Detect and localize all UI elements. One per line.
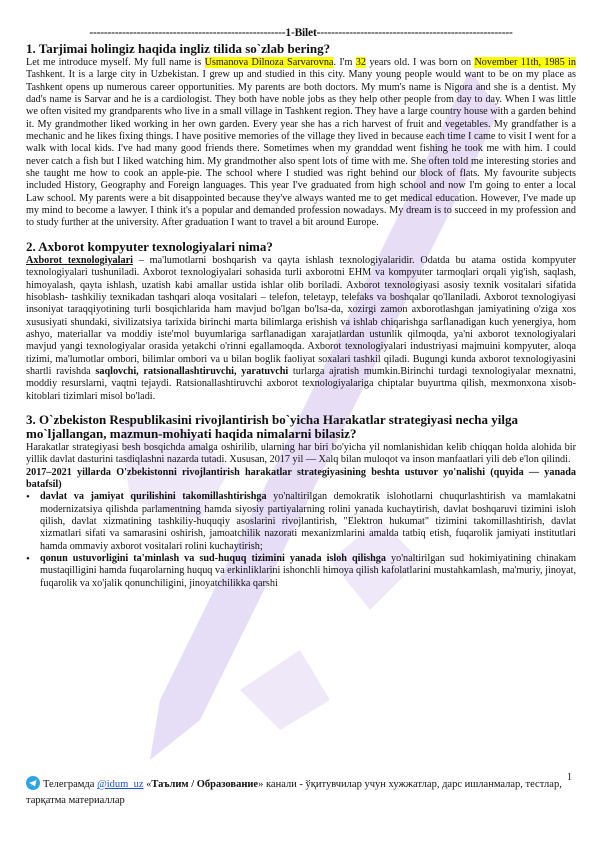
question-1-answer (26, 57, 576, 230)
bullet-bold: qonun ustuvorligini ta'minlash va sud-huquq tizimini yanada isloh qilishga (40, 553, 386, 565)
question-3-title: 3. O`zbekiston Respublikasini rivojlantirish bo`yicha Harakatlar strategiyasi necha yilga mo`ljallangan, mazmun-mohiyati haqida nimalarni bilasiz? (26, 411, 518, 441)
bullet-icon: • (26, 491, 30, 504)
list-item (26, 553, 576, 590)
text: yo'naltirilgan demokratik islohotlarni chuqurlashtirish va mamlakatni modernizatsiya qilishda parlamentning hamda siyosiy partiyalarning rolini yanada kuchaytirish, davlat boshqaruvi tizimini isloh qilish, davlat xizmatining tashkiliy-huquqiy asoslarini rivojlantirish, "Elektron hukumat" tizimini takomillashtirish, davlat xizmatlari sifati va samarasini oshirish, jamoatchilik nazorati mexanizmlarini amalda tatbiq etish, fuqarolik jamiyati institutlari hamda ommaviy axborot vositalari rolini kuchaytirish; (40, 491, 576, 552)
telegram-icon (26, 776, 40, 794)
text: « (143, 779, 152, 790)
question-2-answer (26, 255, 576, 403)
highlight-name: Usmanova Dilnoza Sarvarovna (204, 57, 334, 68)
bullet-bold: davlat va jamiyat qurilishini takomillashtirishga (40, 491, 267, 503)
question-2-title: 2. Axborot kompyuter texnologiyalari nima? (26, 238, 273, 254)
text: – ma'lumotlarni boshqarish va qayta ishlash texnologiyalaridir. Odatda bu atama ostida kompyuter texnologiyalari tushuniladi. Axborot texnologiyalari sohasida turli axborotni EHM va kompyuter tarmoqlari orqali yig'ish, saqlash, himoyalash, qayta ishlash, uzatish kabi amallar ustida ishlar olib boriladi. Axborot texnologiyasi asosiy texnik vositalari sifatida hisoblash- tashkiliy texnikadan tashqari aloqa vositalari – telefon, teletayp, telefaks va boshqalar qo'llaniladi. Axborot texnologiyasi insoniyat taraqqiyotining turli bosqichlarida ham mavjud bo'lgan bo'lsa-da, xozirgi zamon axborotlashgan jamiyatining o'ziga xos xususiyati shundaki, sivilizatsiya tarixida birinchi marta bilimlarga erishish va ishlab chiqarishga sarflanadigan kuch yenergiya, hom ashyo, materiallar va moddiy iste'mol buyumlariga sarflanadigan xarajatlardan ustunlik qilmoqda, ya'ni axborot texnologiyalari mavjud yangi texnologiyalar orasida yetakchi o'rinni egallamoqda. Axborot texnologiyalari industriyasi majmuini kompyuter, aloqa tizimi, ma'lumotlar ombori, bilimlar ombori va u bilan boglik faoliyat soxalari tashkil qiladi. Bugungi kunda axborot texnologiyasini shartli ravishda (26, 254, 576, 377)
text: Телеграмда (43, 779, 98, 790)
channel-name: Таълим / Образование (151, 779, 259, 790)
text: turlarga ajratish mumkin.Birinchi turdagi texnologiyalar mexnatni, moddiy resurslarni, vaqtni tejaydi. Ratsionallashtiruvchi axborot texnologiyalariga chiptalar buyurtma qilish, mexmonxona xisob-kitoblari tizimlari misol bo'ladi. (26, 365, 577, 402)
footer (26, 776, 576, 807)
list-item (26, 491, 576, 553)
bold-term: saqlovchi, ratsionallashtiruvchi, yaratuvchi (95, 365, 289, 377)
text: years old. I was born on (365, 57, 475, 68)
bullet-icon: • (26, 553, 30, 566)
text: » канали - ўқитувчилар учун хужжатлар, дарс ишланмалар, тестлар, тарқатма материаллар (26, 779, 562, 806)
question-1-title: 1. Tarjimai holingiz haqida ingliz tilida so`zlab bering? (26, 41, 331, 56)
ticket-separator: ------------------------------------------------------1-Bilet------------------------------------------------------ (89, 27, 513, 39)
page-number: 1 (567, 772, 572, 783)
question-3-intro: Harakatlar strategiyasi besh bosqichda amalga oshirilib, ularning har biri bo'yicha yil nomlanishidan kelib chiqqan holda alohida bir yillik davlat dasturini tasdiqlashni nazarda tutadi. Xususan, 2017 yil — Xalq bilan muloqot va inson manfaatlari yili deb e'lon qilindi. (26, 441, 576, 466)
term: Axborot texnologiyalari (26, 254, 133, 266)
strategy-heading: 2017–2021 yillarda O'zbekistonni rivojlantirish harakatlar strategiyasining beshta ustuvor yo'nalishi (quyida — yanada batafsil) (26, 466, 576, 490)
text: . I'm (333, 57, 356, 68)
highlight-birth: November 11th, 1985 in (474, 57, 576, 68)
document-page (26, 26, 576, 590)
text: Let me introduce myself. My full name is (26, 57, 205, 68)
highlight-age: 32 (355, 57, 366, 68)
text: Tashkent. It is a large city in Uzbekistan. I grew up and studied in this city. Many young people would want to be on my place as Tashkent opens up numerous career opportunities. My parents are both doctors. My mum's name is Nigora and she is a dentist. My dad's name is Sarvar and he is a cardiologist. They both have noble jobs as they help other people from day to day. When I was little we often visited my grandparents who live in a small village in Tashkent region. They have a large country house with a garden behind it. My grandmother liked working in her own garden. Every year she has a rich harvest of fruit and vegetables. My grandfather is a mechanic and he likes fixing things. I have positive memories of the village they lived in because each time I came to visit I went for a walk with local kids. I've had many good friends there. Sometimes when my granddad went fishing he took me with him. I could never catch a fish but I liked watching him. My grandmother also spent lots of time with me. She often told me interesting stories and she taught me how to cook an apple-pie. The school where I studied was right behind our block of flats. My favourite subjects included History, Geography and Foreign languages. This year I've graduated from high school and now I'm going to enter a local Law school. My parents were a bit disappointed because they've always wanted me to get medical education. However, I've made up my mind to become a lawyer. I think it's a popular and demanded profession nowadays. My dream is to succeed in my profession and to study further at the university. After graduation I want to travel a bit around Europe. (26, 69, 576, 229)
telegram-channel-link[interactable]: @idum_uz (97, 779, 144, 790)
text: yo'naltirilgan sud hokimiyatining chinakam mustaqilligini hamda fuqarolarning huquq va erkinliklarini ishonchli himoya qilish kafolatlarini mustahkamlash, ma'muriy, jinoyat, fuqarolik va xo'jalik qonunchiligini, jinoyatchilikka qarshi (40, 553, 576, 589)
